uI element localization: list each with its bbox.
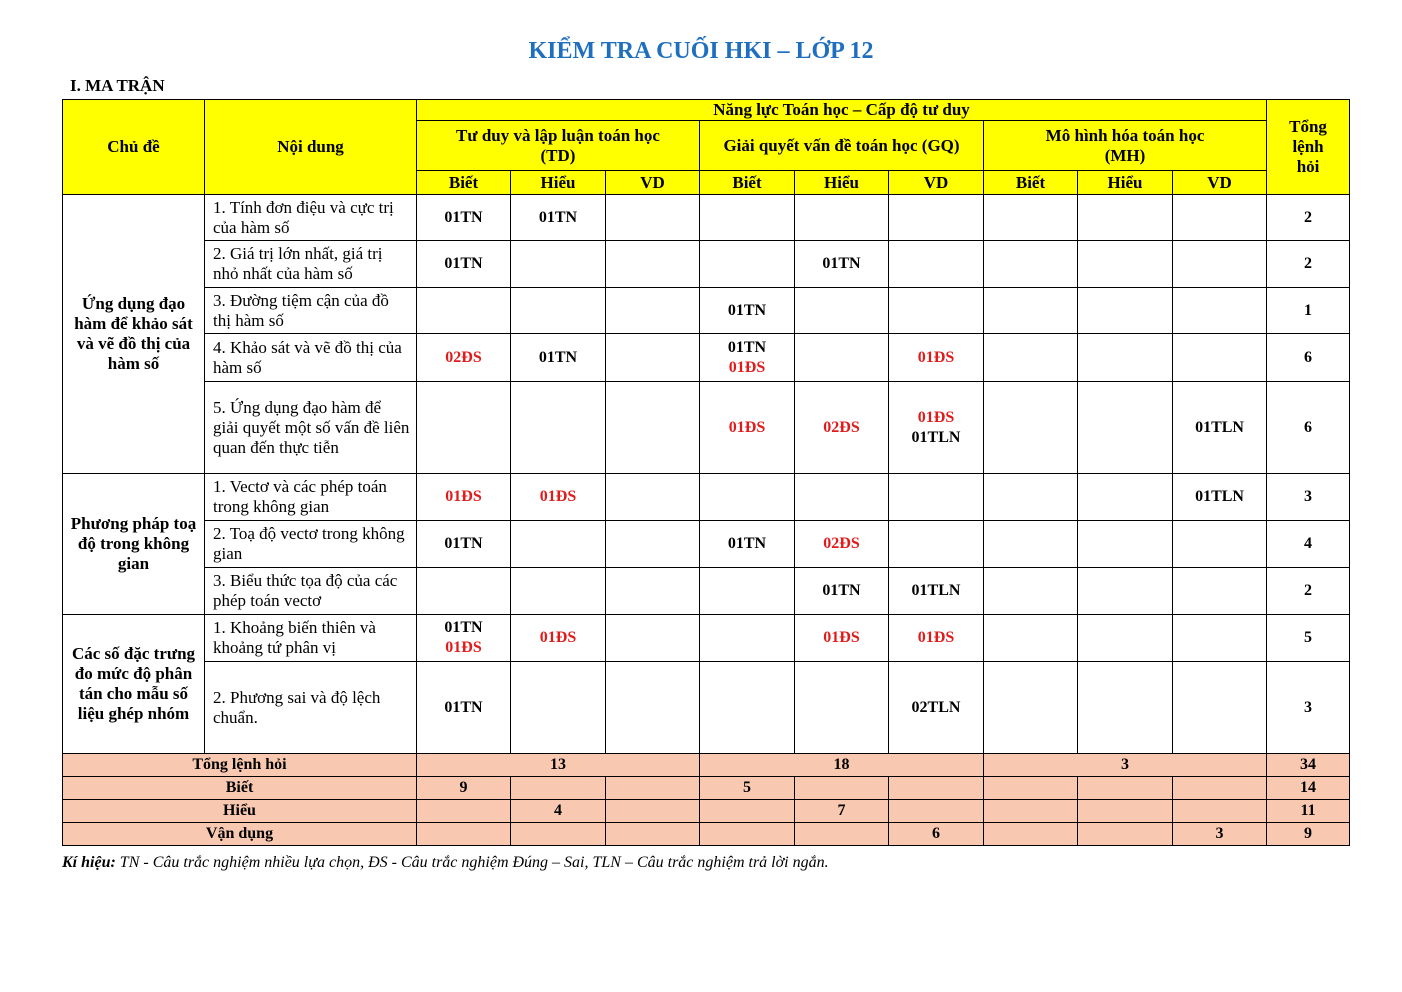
- summary-cell: [984, 800, 1078, 823]
- matrix-cell: [1078, 521, 1173, 568]
- matrix-cell: [984, 568, 1078, 615]
- question-count: 02ĐS: [445, 348, 482, 366]
- matrix-cell: [984, 615, 1078, 662]
- matrix-cell: [417, 568, 511, 615]
- summary-row-total: 14: [1267, 777, 1350, 800]
- row-total: 6: [1267, 334, 1350, 382]
- table-row: [63, 521, 1350, 568]
- matrix-cell: [606, 568, 700, 615]
- summary-row-total: 11: [1267, 800, 1350, 823]
- summary-cell: [511, 777, 606, 800]
- summary-level-row: [63, 800, 1350, 823]
- matrix-cell: [417, 521, 511, 568]
- matrix-cell: [606, 615, 700, 662]
- summary-cell: [889, 800, 984, 823]
- summary-cell: 6: [889, 823, 984, 846]
- matrix-cell: [795, 662, 889, 754]
- header-level: Hiểu: [1078, 171, 1173, 195]
- summary-cell: [1173, 800, 1267, 823]
- matrix-cell: [889, 474, 984, 521]
- matrix-cell: [417, 615, 511, 662]
- table-header: [63, 100, 1350, 195]
- matrix-cell: [984, 382, 1078, 474]
- row-total: 3: [1267, 474, 1350, 521]
- matrix-cell: [606, 662, 700, 754]
- content-cell: 5. Ứng dụng đạo hàm để giải quyết một số vấn đề liên quan đến thực tiễn: [205, 382, 417, 474]
- topic-cell: Các số đặc trưng đo mức độ phân tán cho mẫu số liệu ghép nhóm: [63, 615, 205, 754]
- question-count: 02ĐS: [823, 535, 860, 552]
- question-count: 01TN: [727, 535, 767, 552]
- header-gq: Giải quyết vấn đề toán học (GQ): [700, 121, 984, 171]
- topic-cell: Ứng dụng đạo hàm để khảo sát và vẽ đồ thị của hàm số: [63, 195, 205, 474]
- header-level: Biết: [984, 171, 1078, 195]
- matrix-cell: [511, 521, 606, 568]
- matrix-cell: [1078, 241, 1173, 288]
- summary-cell: 5: [700, 777, 795, 800]
- content-cell: 2. Giá trị lớn nhất, giá trị nhỏ nhất của hàm số: [205, 241, 417, 288]
- matrix-cell: [511, 662, 606, 754]
- matrix-cell: [1173, 288, 1267, 334]
- legend-label: Kí hiệu:: [62, 854, 116, 871]
- question-count: 01TN: [444, 255, 483, 272]
- summary-cell: 3: [1173, 823, 1267, 846]
- summary-cell: [606, 800, 700, 823]
- matrix-cell: [984, 195, 1078, 241]
- summary-cell: [889, 777, 984, 800]
- content-cell: 3. Biểu thức tọa độ của các phép toán vectơ: [205, 568, 417, 615]
- matrix-cell: [700, 382, 795, 474]
- content-cell: 1. Tính đơn điệu và cực trị của hàm số: [205, 195, 417, 241]
- question-count: 01TN: [727, 338, 767, 356]
- row-total: 3: [1267, 662, 1350, 754]
- header-td: Tư duy và lập luận toán học (TD): [417, 121, 700, 171]
- table-row: [63, 241, 1350, 288]
- summary-level-row: [63, 823, 1350, 846]
- matrix-cell: [606, 241, 700, 288]
- question-count: 01TLN: [1195, 488, 1244, 505]
- summary-cell: [417, 823, 511, 846]
- question-count: 01ĐS: [445, 488, 482, 505]
- matrix-cell: [700, 241, 795, 288]
- matrix-cell: [889, 662, 984, 754]
- question-count: 02ĐS: [823, 418, 860, 436]
- header-level: Biết: [700, 171, 795, 195]
- matrix-cell: [1078, 568, 1173, 615]
- table-row: [63, 288, 1350, 334]
- matrix-cell: [700, 521, 795, 568]
- page-title: KIỂM TRA CUỐI HKI – LỚP 12: [528, 38, 874, 64]
- summary-cell: [606, 777, 700, 800]
- row-total: 2: [1267, 568, 1350, 615]
- matrix-cell: [1173, 615, 1267, 662]
- question-count: 01TLN: [911, 428, 961, 446]
- header-level: Biết: [417, 171, 511, 195]
- matrix-cell: [1078, 195, 1173, 241]
- legend-note: [62, 854, 829, 872]
- content-cell: 2. Toạ độ vectơ trong không gian: [205, 521, 417, 568]
- matrix-cell: [1173, 662, 1267, 754]
- summary-cell: [1078, 800, 1173, 823]
- matrix-cell: [417, 334, 511, 382]
- table-body: [63, 195, 1350, 754]
- matrix-cell: [889, 334, 984, 382]
- question-count: 01ĐS: [917, 348, 955, 366]
- legend-text: TN - Câu trắc nghiệm nhiều lựa chọn, ĐS - Câu trắc nghiệm Đúng – Sai, TLN – Câu trắc nghiệm trả lời ngắn.: [115, 854, 829, 871]
- header-topic: Chủ đề: [63, 100, 205, 195]
- matrix-cell: [1173, 195, 1267, 241]
- row-total: 1: [1267, 288, 1350, 334]
- matrix-cell: [984, 474, 1078, 521]
- matrix-cell: [795, 568, 889, 615]
- header-competency-group: Năng lực Toán học – Cấp độ tư duy: [417, 100, 1267, 121]
- table-row: [63, 568, 1350, 615]
- matrix-cell: [1078, 288, 1173, 334]
- matrix-cell: [417, 195, 511, 241]
- matrix-cell: [606, 334, 700, 382]
- summary-cell: [1173, 777, 1267, 800]
- header-total: Tổng lệnh hỏi: [1267, 100, 1350, 195]
- matrix-cell: [1078, 474, 1173, 521]
- matrix-cell: [889, 615, 984, 662]
- question-count: 01TLN: [1195, 418, 1244, 436]
- matrix-cell: [984, 241, 1078, 288]
- matrix-cell: [1173, 334, 1267, 382]
- row-total: 5: [1267, 615, 1350, 662]
- summary-cell: [417, 800, 511, 823]
- summary-cell: [511, 823, 606, 846]
- question-count: 01ĐS: [728, 358, 766, 376]
- matrix-cell: [795, 195, 889, 241]
- question-count: 01TN: [822, 582, 861, 599]
- content-cell: 1. Vectơ và các phép toán trong không gian: [205, 474, 417, 521]
- summary-cell: [700, 800, 795, 823]
- matrix-cell: [984, 662, 1078, 754]
- summary-total-row: [63, 754, 1350, 777]
- matrix-cell: [700, 288, 795, 334]
- summary-cell: [984, 777, 1078, 800]
- matrix-cell: [511, 474, 606, 521]
- summary-cell: 4: [511, 800, 606, 823]
- summary-cell: [984, 823, 1078, 846]
- summary-label: Biết: [63, 777, 417, 800]
- content-cell: 2. Phương sai và độ lệch chuẩn.: [205, 662, 417, 754]
- matrix-cell: [511, 568, 606, 615]
- matrix-cell: [606, 521, 700, 568]
- question-count: 01ĐS: [539, 488, 577, 505]
- matrix-cell: [606, 382, 700, 474]
- question-count: 01TN: [727, 301, 767, 319]
- matrix-cell: [795, 334, 889, 382]
- row-total: 2: [1267, 195, 1350, 241]
- summary-cell: [606, 823, 700, 846]
- matrix-cell: [1078, 662, 1173, 754]
- matrix-cell: [417, 474, 511, 521]
- matrix-cell: [795, 521, 889, 568]
- matrix-cell: [889, 241, 984, 288]
- summary-mh-total: 3: [984, 754, 1267, 777]
- matrix-cell: [1173, 382, 1267, 474]
- row-total: 6: [1267, 382, 1350, 474]
- matrix-cell: [795, 288, 889, 334]
- summary-gq-total: 18: [700, 754, 984, 777]
- matrix-cell: [795, 474, 889, 521]
- matrix-cell: [889, 568, 984, 615]
- section-heading: I. MA TRẬN: [70, 76, 165, 95]
- matrix-cell: [1078, 615, 1173, 662]
- summary-td-total: 13: [417, 754, 700, 777]
- matrix-cell: [889, 195, 984, 241]
- summary-cell: [700, 823, 795, 846]
- assessment-matrix-table: [62, 99, 1350, 846]
- table-row: [63, 615, 1350, 662]
- row-total: 4: [1267, 521, 1350, 568]
- summary-cell: [795, 823, 889, 846]
- header-level: VD: [889, 171, 984, 195]
- matrix-cell: [417, 662, 511, 754]
- topic-cell: Phương pháp toạ độ trong không gian: [63, 474, 205, 615]
- question-count: 01ĐS: [917, 408, 955, 426]
- matrix-cell: [1173, 474, 1267, 521]
- matrix-cell: [511, 195, 606, 241]
- header-level: Hiểu: [795, 171, 889, 195]
- matrix-cell: [606, 288, 700, 334]
- matrix-cell: [1173, 568, 1267, 615]
- question-count: 01TN: [444, 619, 483, 636]
- row-total: 2: [1267, 241, 1350, 288]
- content-cell: 3. Đường tiệm cận của đồ thị hàm số: [205, 288, 417, 334]
- table-row: [63, 474, 1350, 521]
- header-content: Nội dung: [205, 100, 417, 195]
- matrix-cell: [700, 662, 795, 754]
- question-count: 01TN: [444, 535, 483, 552]
- matrix-cell: [700, 615, 795, 662]
- summary-label: Tổng lệnh hỏi: [63, 754, 417, 777]
- matrix-cell: [795, 382, 889, 474]
- summary-cell: [1078, 823, 1173, 846]
- summary-cell: [1078, 777, 1173, 800]
- matrix-cell: [795, 615, 889, 662]
- header-level: VD: [606, 171, 700, 195]
- summary-row-total: 9: [1267, 823, 1350, 846]
- summary-cell: 7: [795, 800, 889, 823]
- table-summary: [63, 754, 1350, 846]
- question-count: 01TN: [444, 698, 483, 716]
- matrix-cell: [1173, 521, 1267, 568]
- matrix-cell: [984, 288, 1078, 334]
- matrix-cell: [700, 568, 795, 615]
- matrix-cell: [1078, 334, 1173, 382]
- question-count: 01ĐS: [917, 629, 955, 646]
- matrix-cell: [417, 241, 511, 288]
- matrix-cell: [606, 474, 700, 521]
- matrix-cell: [889, 288, 984, 334]
- matrix-cell: [417, 382, 511, 474]
- header-level: VD: [1173, 171, 1267, 195]
- question-count: 01TN: [822, 255, 861, 272]
- question-count: 01TN: [538, 208, 578, 226]
- content-cell: 1. Khoảng biến thiên và khoảng tứ phân vị: [205, 615, 417, 662]
- question-count: 01ĐS: [728, 418, 766, 436]
- question-count: 01ĐS: [445, 639, 482, 656]
- question-count: 01ĐS: [539, 629, 577, 646]
- matrix-cell: [511, 382, 606, 474]
- matrix-cell: [984, 521, 1078, 568]
- matrix-cell: [511, 241, 606, 288]
- matrix-cell: [700, 474, 795, 521]
- summary-label: Vận dụng: [63, 823, 417, 846]
- matrix-cell: [889, 382, 984, 474]
- table-row: [63, 662, 1350, 754]
- table-row: [63, 334, 1350, 382]
- matrix-cell: [1173, 241, 1267, 288]
- matrix-cell: [417, 288, 511, 334]
- question-count: 01ĐS: [823, 629, 860, 646]
- matrix-cell: [984, 334, 1078, 382]
- matrix-cell: [511, 615, 606, 662]
- content-cell: 4. Khảo sát và vẽ đồ thị của hàm số: [205, 334, 417, 382]
- summary-label: Hiểu: [63, 800, 417, 823]
- matrix-cell: [795, 241, 889, 288]
- matrix-cell: [700, 195, 795, 241]
- header-mh: Mô hình hóa toán học (MH): [984, 121, 1267, 171]
- matrix-cell: [700, 334, 795, 382]
- matrix-cell: [511, 334, 606, 382]
- question-count: 01TLN: [911, 582, 961, 599]
- summary-level-row: [63, 777, 1350, 800]
- summary-grand-total: 34: [1267, 754, 1350, 777]
- question-count: 02TLN: [911, 698, 961, 716]
- matrix-cell: [1078, 382, 1173, 474]
- matrix-cell: [889, 521, 984, 568]
- matrix-cell: [606, 195, 700, 241]
- summary-cell: 9: [417, 777, 511, 800]
- table-row: [63, 195, 1350, 241]
- table-row: [63, 382, 1350, 474]
- question-count: 01TN: [538, 348, 578, 366]
- header-level: Hiểu: [511, 171, 606, 195]
- matrix-cell: [511, 288, 606, 334]
- summary-cell: [795, 777, 889, 800]
- question-count: 01TN: [444, 208, 483, 226]
